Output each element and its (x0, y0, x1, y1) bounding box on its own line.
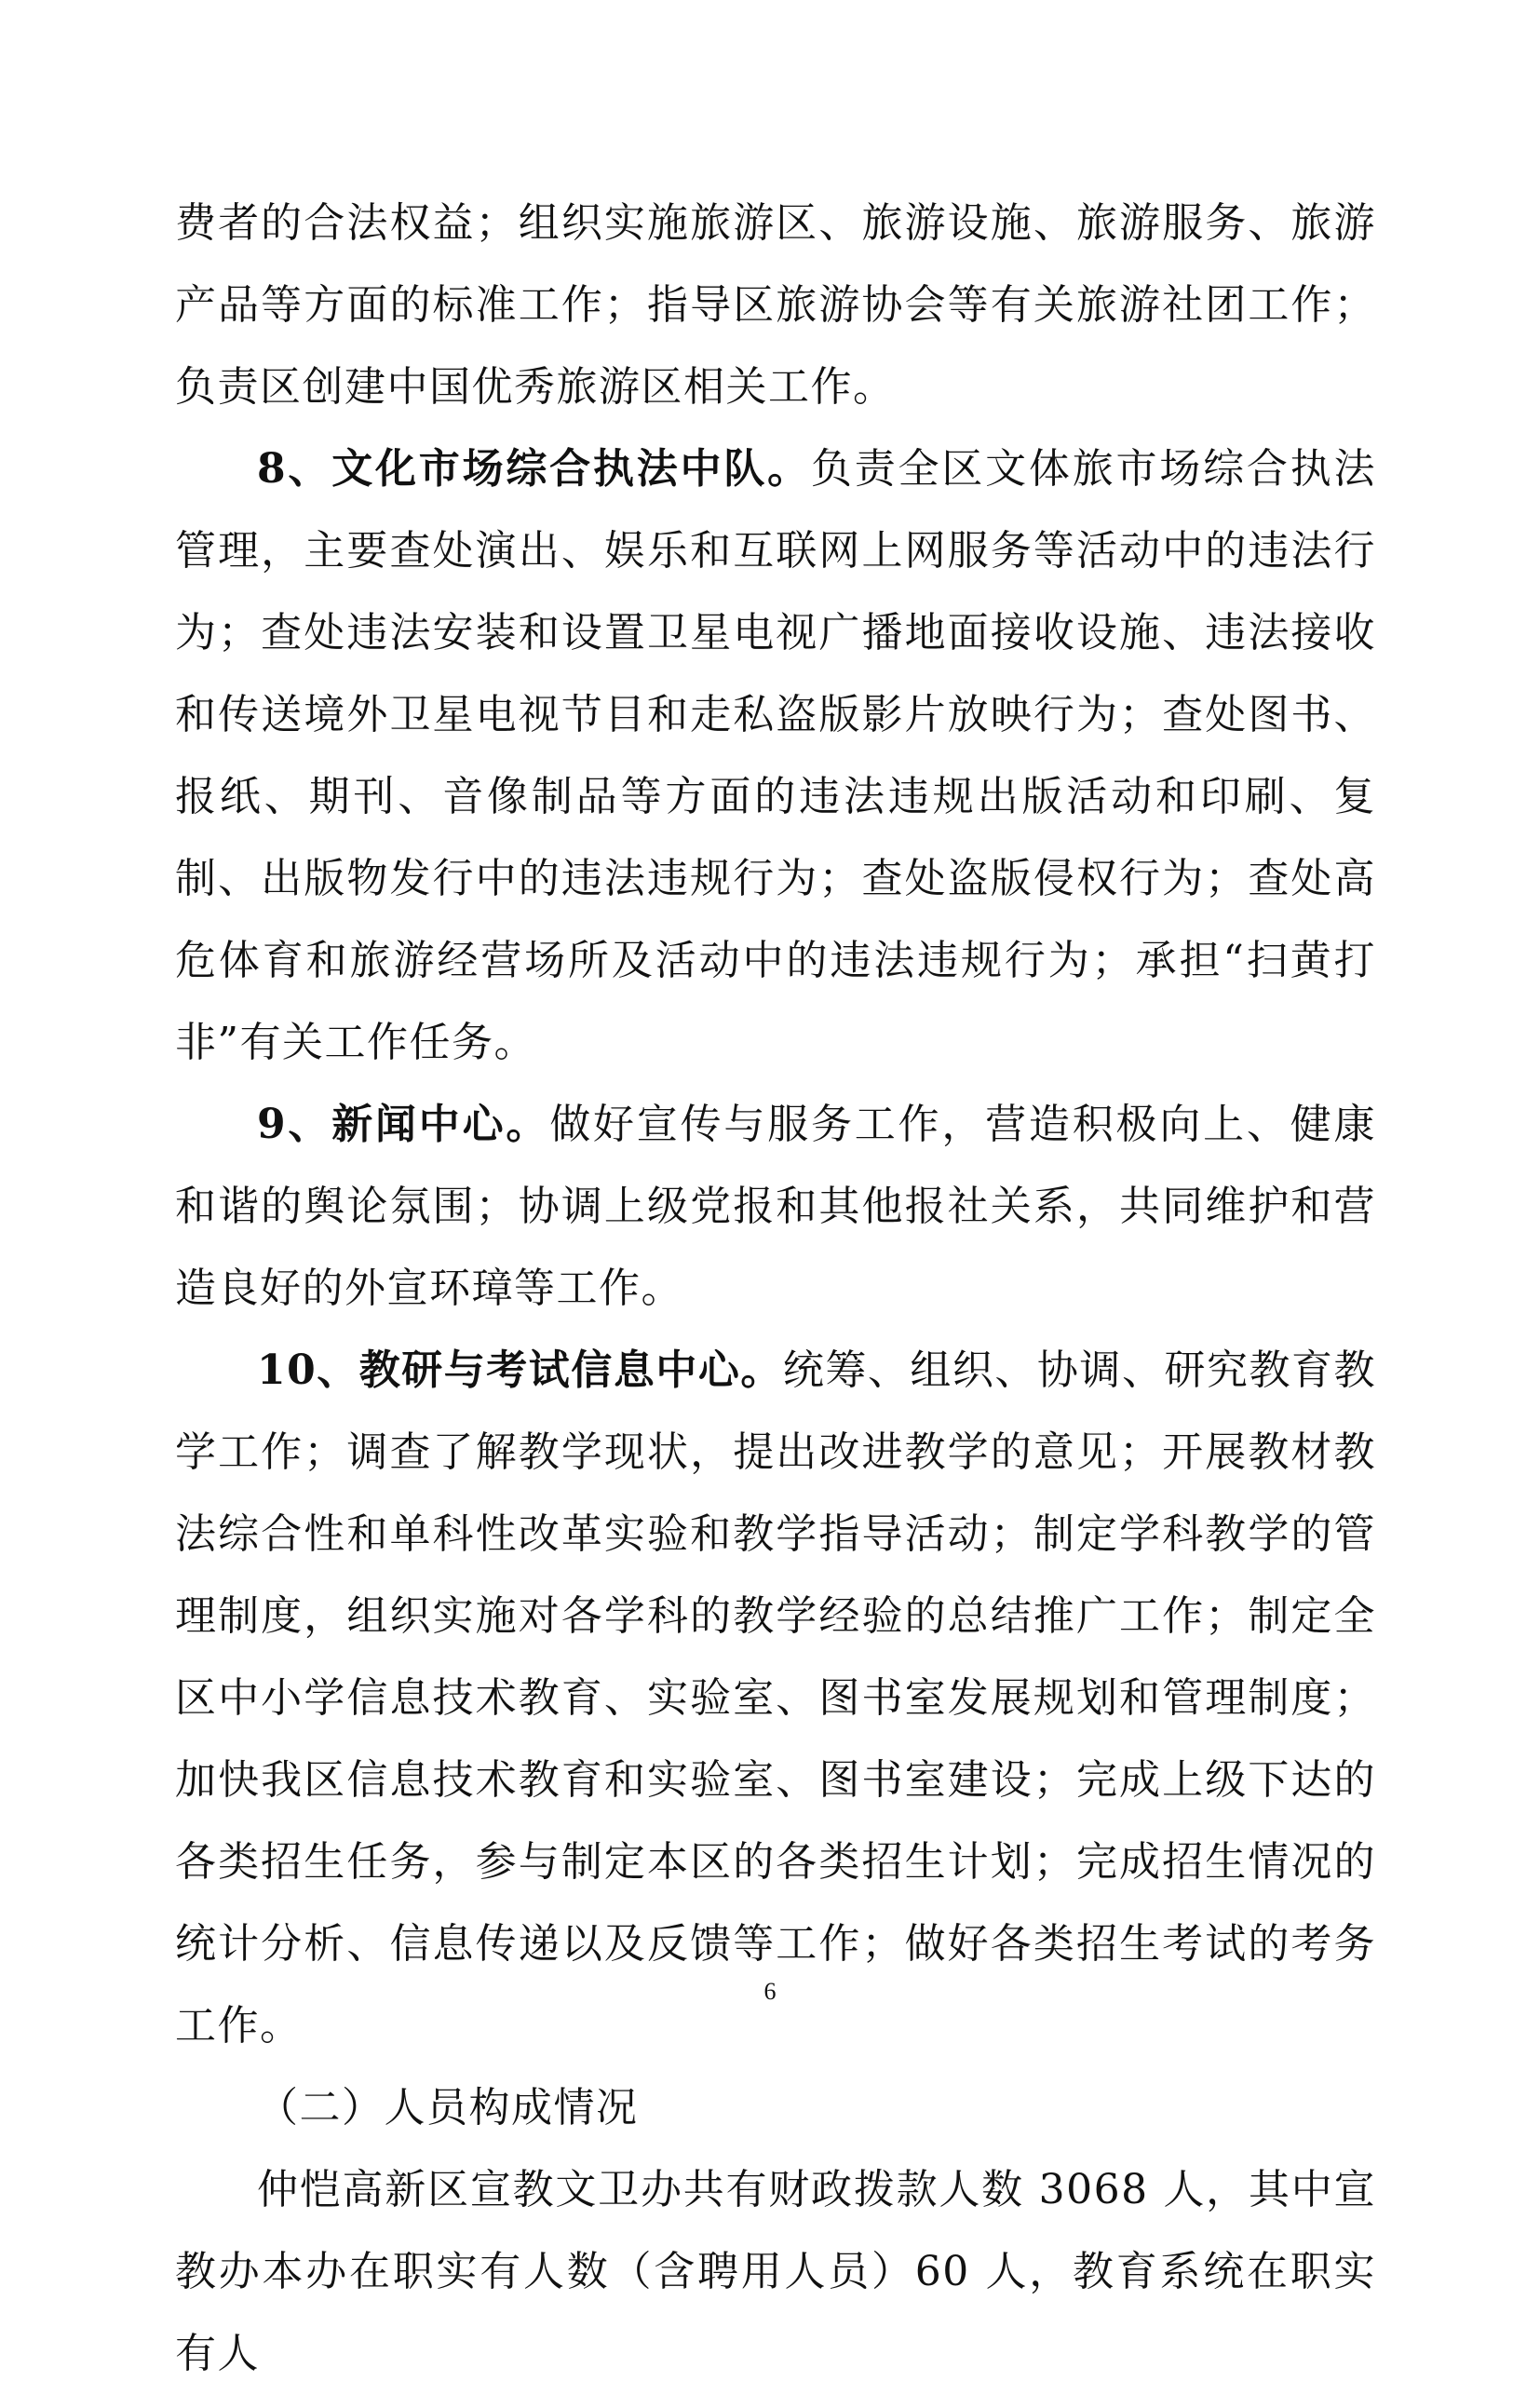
section-subheading (175, 2067, 1376, 2149)
paragraph-continuation (175, 183, 1376, 428)
item-heading: 9、新闻中心。 (257, 1101, 550, 1148)
paragraph-item-9 (175, 1084, 1376, 1330)
paragraph-text: 费者的合法权益；组织实施旅游区、旅游设施、旅游服务、旅游产品等方面的标准工作；指导区旅游协会等有关旅游社团工作；负责区创建中国优秀旅游区相关工作。 (175, 199, 1376, 411)
paragraph-text: 做好宣传与服务工作，营造积极向上、健康和谐的舆论氛围；协调上级党报和其他报社关系，共同维护和营造良好的外宣环璋等工作。 (175, 1101, 1376, 1312)
item-heading: 10、教研与考试信息中心。 (257, 1346, 783, 1394)
paragraph-text: 统筹、组织、协调、研究教育教学工作；调查了解教学现状，提出改进教学的意见；开展教材教法综合性和单科性改革实验和教学指导活动；制定学科教学的管理制度，组织实施对各学科的教学经验的总结推广工作；制定全区中小学信息技术教育、实验室、图书室发展规划和管理制度；加快我区信息技术教育和实验室、图书室建设；完成上级下达的各类招生任务，参与制定本区的各类招生计划；完成招生情况的统计分析、信息传递以及反馈等工作；做好各类招生考试的考务工作。 (175, 1346, 1376, 2050)
item-heading: 8、文化市场综合执法中队。 (257, 445, 811, 493)
page-number: 6 (763, 1978, 777, 2005)
document-body (175, 183, 1376, 2395)
paragraph-item-10 (175, 1330, 1376, 2067)
paragraph-item-8 (175, 428, 1376, 1084)
subheading-text: （二）人员构成情况 (257, 2084, 639, 2131)
paragraph-staffing (175, 2149, 1376, 2395)
paragraph-text: 负责全区文体旅市场综合执法管理，主要查处演出、娱乐和互联网上网服务等活动中的违法行为；查处违法安装和设置卫星电视广播地面接收设施、违法接收和传送境外卫星电视节目和走私盗版影片放映行为；查处图书、报纸、期刊、音像制品等方面的违法违规出版活动和印刷、复制、出版物发行中的违法违规行为；查处盗版侵权行为；查处高危体育和旅游经营场所及活动中的违法违规行为；承担“扫黄打非”有关工作任务。 (175, 445, 1376, 1066)
paragraph-text: 仲恺高新区宣教文卫办共有财政拨款人数 3068 人，其中宣教办本办在职实有人数（含聘用人员）60 人，教育系统在职实有人 (175, 2166, 1376, 2377)
